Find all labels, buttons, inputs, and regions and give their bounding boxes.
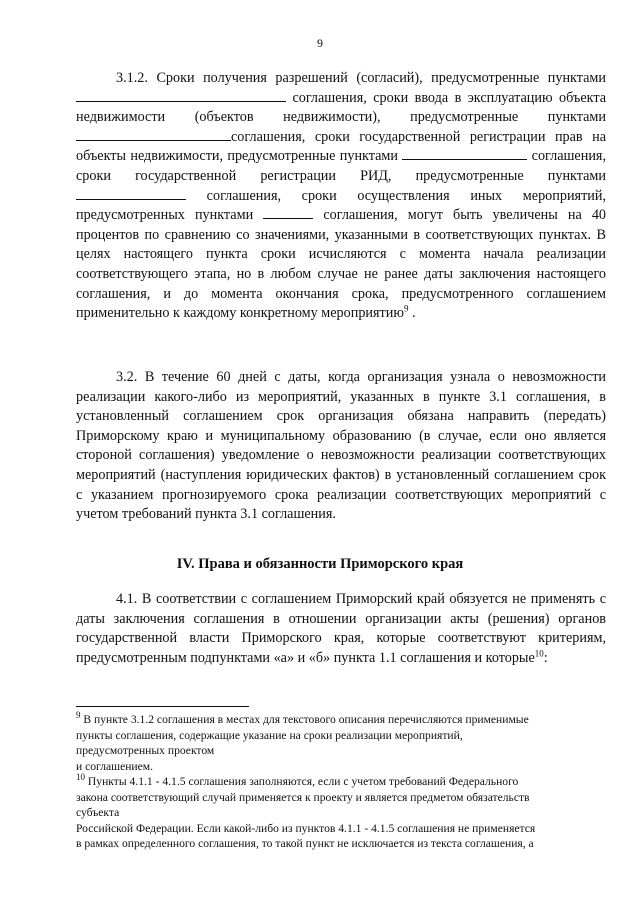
footnote-ref-9[interactable]: 9: [403, 303, 409, 314]
blank-field: [76, 91, 286, 102]
footnote-text: В пункте 3.1.2 соглашения в местах для текстового описания перечисляются применимые: [83, 713, 529, 726]
clause-number: 3.2.: [116, 369, 138, 385]
footnote-10-line: в рамках определенного соглашения, то такой пункт не исключается из текста соглашения, а: [76, 837, 534, 850]
footnote-9-line: пункты соглашения, содержащие указание на сроки реализации мероприятий,: [76, 728, 463, 742]
paragraph-3-1-2: [76, 69, 606, 324]
section-heading: IV. Права и обязанности Приморского края: [176, 556, 464, 572]
footnotes: [76, 712, 606, 852]
footnote-9-line: [76, 712, 606, 728]
clause-text: соглашения, сроки ввода в эксплуатацию объекта недвижимости (объектов недвижимости), предусмотренные пунктами: [76, 89, 606, 126]
footnote-mark-10: 10: [76, 772, 85, 783]
clause-end: .: [411, 305, 416, 322]
footnote-10-line: субъекта: [76, 806, 120, 819]
footnote-separator: [76, 706, 249, 707]
clause-text: Сроки получения разрешений (согласий), предусмотренные пунктами: [156, 70, 606, 86]
clause-number: 3.1.2.: [116, 70, 148, 86]
footnote-text: Пункты 4.1.1 - 4.1.5 соглашения заполняются, если с учетом требований Федерального: [87, 775, 519, 788]
footnote-ref-10[interactable]: 10: [534, 648, 544, 659]
clause-end: :: [543, 649, 548, 666]
footnote-mark-9: 9: [76, 710, 81, 721]
blank-field: [76, 130, 231, 141]
clause-text: В соответствии с соглашением Приморский край обязуется не применять с даты заключения соглашения в отношении организации акты (решения) органов государственной власти Приморского края, которые соответствуют критериям, предусмотренным подпунктами «а» и «б» пункта 1.1 соглашения и которые: [76, 591, 607, 666]
blank-field: [76, 189, 186, 200]
blank-field: [263, 208, 313, 219]
clause-text: В течение 60 дней с даты, когда организация узнала о невозможности реализации какого-либо из мероприятий, указанных в пункте 3.1 соглашения, в установленный соглашением срок организация обязана направить (передать) Приморскому краю и муниципальному образованию (в случае, если оно является стороной соглашения) уведомление о невозможности реализации соответствующих мероприятий (наступления юридических фактов) в установленный соглашением срок с указанием прогнозируемого срока реализации соответствующих мероприятий с учетом требований пункта 3.1 соглашения.: [76, 369, 607, 523]
paragraph-4-1: [76, 590, 606, 668]
footnote-9-line: и соглашением.: [76, 759, 154, 773]
footnote-9-line: предусмотренных проектом: [76, 744, 215, 757]
footnote-10-line: закона соответствующий случай применяется к проекту и является предметом обязательств: [76, 790, 530, 804]
page-number: 9: [317, 36, 323, 50]
paragraph-3-2: [76, 368, 606, 525]
clause-number: 4.1.: [116, 591, 138, 607]
footnote-10-line: [76, 774, 606, 790]
clause-text: соглашения, сроки государственной регистрации РИД, предусмотренные пунктами: [76, 148, 606, 184]
clause-text: соглашения, сроки государственной регистрации прав на объекты недвижимости, предусмотренные пунктами: [76, 128, 606, 165]
footnote-10-line: Российской Федерации. Если какой-либо из пунктов 4.1.1 - 4.1.5 соглашения не применяется: [76, 821, 536, 835]
clause-text: соглашения, сроки осуществления иных мероприятий, предусмотренных пунктами: [76, 187, 606, 224]
clause-text: соглашения, могут быть увеличены на 40 процентов по сравнению со значениями, указанными в соответствующих пунктах. В целях настоящего пункта сроки исчисляются с момента начала реализации соответствующего этапа, но в любом случае не ранее даты заключения настоящего соглашения, и до момента окончания срока, предусмотренного соглашением применительно к каждому конкретному мероприятию: [76, 207, 607, 322]
blank-field: [402, 149, 527, 160]
